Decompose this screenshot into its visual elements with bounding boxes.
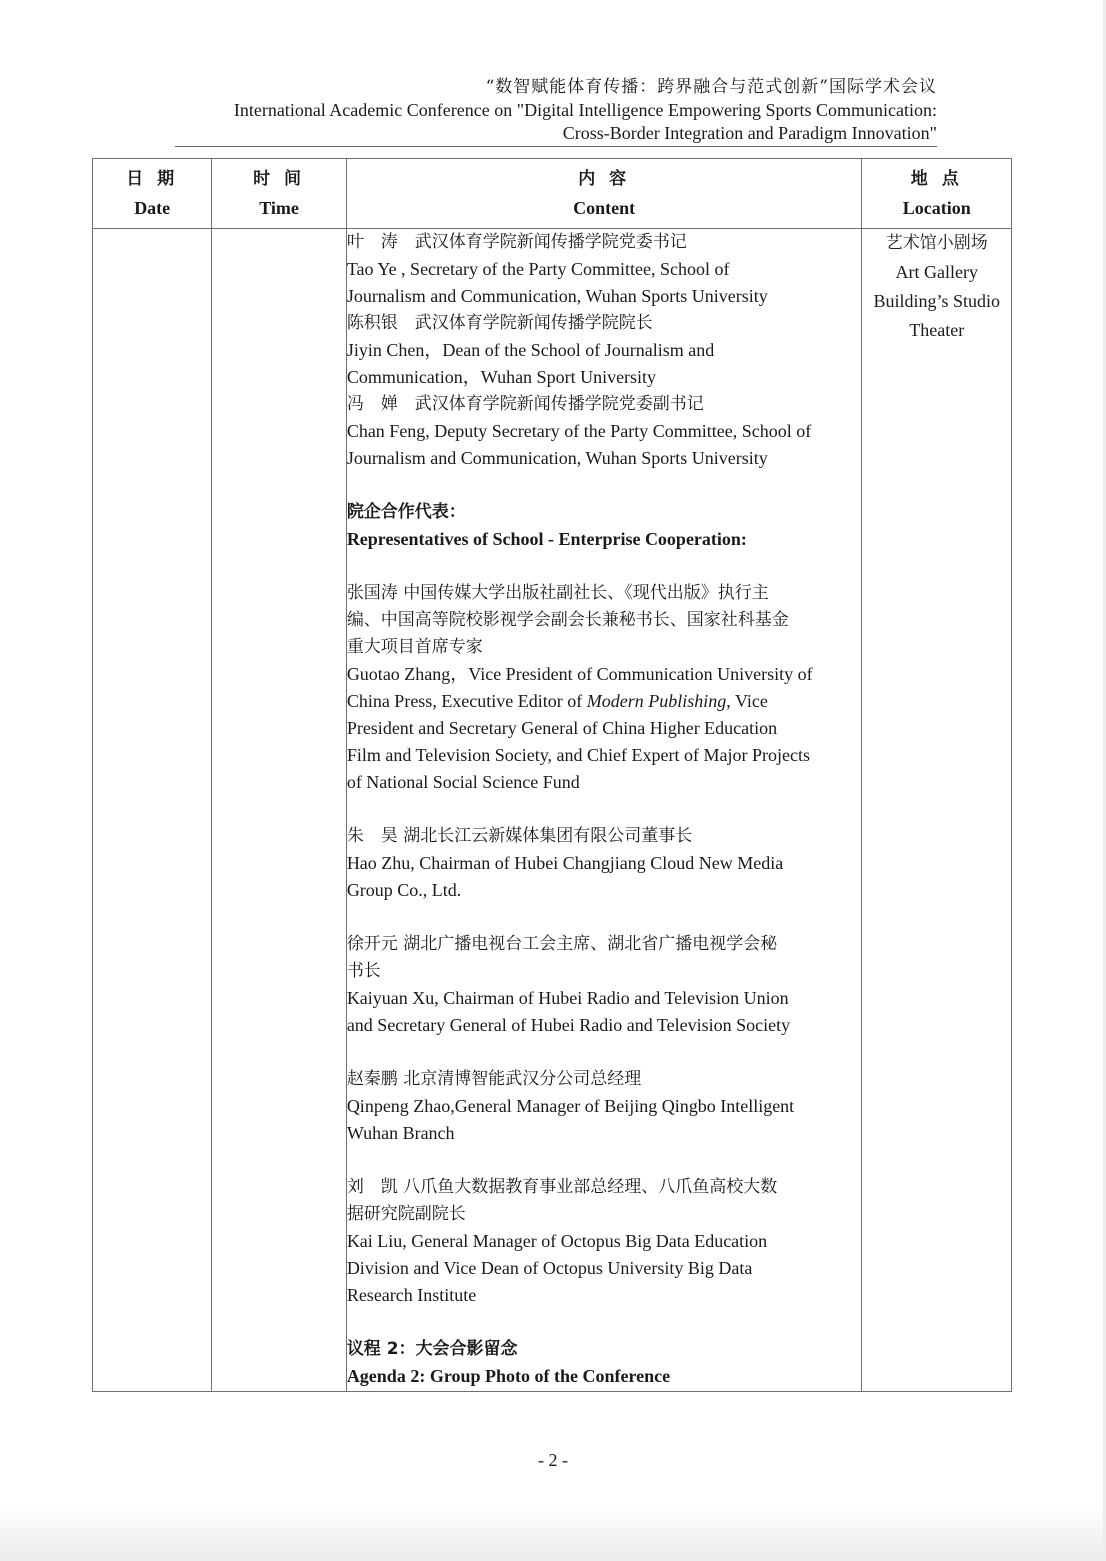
header-title-en-line2: Cross-Border Integration and Paradigm Innovation" — [562, 123, 937, 143]
location-en: Art Gallery — [895, 262, 978, 282]
rep-title-en: Hao Zhu, Chairman of Hubei Changjiang Cloud New Media — [346, 853, 784, 873]
column-header-date — [93, 159, 212, 229]
rep-title-en — [347, 688, 862, 715]
host-title-en: Journalism and Communication, Wuhan Sports University — [346, 448, 768, 468]
host-title-en: Tao Ye , Secretary of the Party Committee, School of — [346, 259, 730, 279]
agenda-table — [92, 158, 1012, 1392]
rep-title-en: Film and Television Society, and Chief Expert of Major Projects — [346, 745, 810, 765]
running-header — [160, 76, 937, 145]
section-heading-en: Representatives of School - Enterprise Cooperation: — [346, 529, 747, 549]
rep-title-en: Qinpeng Zhao,General Manager of Beijing Qingbo Intelligent — [346, 1096, 795, 1116]
representative-entry — [347, 580, 862, 796]
rep-name-zh: 书长 — [346, 961, 381, 981]
rep-title-en: and Secretary General of Hubei Radio and Television Society — [346, 1015, 791, 1035]
column-header-location — [862, 159, 1012, 229]
column-header-date-en: Date — [134, 197, 171, 218]
rep-title-en: President and Secretary General of China Higher Education — [346, 718, 778, 738]
rep-title-en: Division and Vice Dean of Octopus University Big Data — [346, 1258, 753, 1278]
column-header-location-zh: 地 点 — [910, 168, 963, 189]
host-title-en: Communication，Wuhan Sport University — [346, 367, 657, 387]
column-header-date-zh: 日 期 — [126, 168, 179, 189]
rep-name-zh: 重大项目首席专家 — [346, 637, 483, 657]
rep-title-en-text: , Vice — [726, 691, 768, 711]
column-header-time-en: Time — [259, 197, 299, 218]
rep-name-zh: 刘 凯 八爪鱼大数据教育事业部总经理、八爪鱼高校大数 — [346, 1177, 778, 1197]
rep-title-en: Kai Liu, General Manager of Octopus Big Data Education — [346, 1231, 768, 1251]
column-header-content-en: Content — [573, 197, 636, 218]
rep-name-zh: 朱 昊 湖北长江云新媒体集团有限公司董事长 — [346, 826, 693, 846]
location-zh: 艺术馆小剧场 — [885, 233, 988, 253]
host-name-zh: 叶 涛 武汉体育学院新闻传播学院党委书记 — [346, 232, 687, 252]
column-header-location-en: Location — [902, 197, 971, 218]
agenda-item-zh: 议程 2：大会合影留念 — [346, 1339, 518, 1359]
rep-title-en: Kaiyuan Xu, Chairman of Hubei Radio and Television Union — [346, 988, 789, 1008]
location-cell — [862, 229, 1012, 1392]
representative-entry — [347, 1174, 862, 1309]
page-bottom-shade — [0, 1501, 1106, 1561]
column-header-time — [212, 159, 346, 229]
column-header-content-zh: 内 容 — [578, 168, 631, 189]
rep-title-en: Research Institute — [346, 1285, 477, 1305]
location-en: Building’s Studio — [873, 291, 1000, 311]
page-number: - 2 - — [538, 1450, 568, 1470]
host-entry — [347, 391, 862, 472]
rep-title-en: Guotao Zhang，Vice President of Communication University of — [346, 664, 813, 684]
host-title-en: Chan Feng, Deputy Secretary of the Party Committee, School of — [346, 421, 812, 441]
rep-title-en: Group Co., Ltd. — [346, 880, 462, 900]
rep-title-en: of National Social Science Fund — [346, 772, 580, 792]
column-header-time-zh: 时 间 — [253, 168, 306, 189]
host-name-zh: 冯 婵 武汉体育学院新闻传播学院党委副书记 — [346, 394, 704, 414]
host-name-zh: 陈积银 武汉体育学院新闻传播学院院长 — [346, 313, 653, 333]
rep-name-zh: 张国涛 中国传媒大学出版社副社长、《现代出版》执行主 — [346, 583, 769, 603]
content-cell — [346, 229, 862, 1392]
representative-entry — [347, 931, 862, 1039]
host-entry — [347, 229, 862, 310]
host-title-en: Journalism and Communication, Wuhan Sports University — [346, 286, 768, 306]
host-title-en: Jiyin Chen，Dean of the School of Journalism and — [346, 340, 715, 360]
section-heading-zh: 院企合作代表： — [346, 502, 466, 522]
rep-title-en: Wuhan Branch — [346, 1123, 455, 1143]
publication-title: Modern Publishing — [586, 691, 727, 711]
representative-entry — [347, 823, 862, 904]
column-header-content — [346, 159, 862, 229]
rep-name-zh: 徐开元 湖北广播电视台工会主席、湖北省广播电视学会秘 — [346, 934, 778, 954]
location-en: Theater — [909, 320, 965, 340]
rep-name-zh: 据研究院副院长 — [346, 1204, 466, 1224]
date-cell — [93, 229, 212, 1392]
time-cell — [212, 229, 346, 1392]
table-header-row — [93, 159, 1012, 229]
rep-name-zh: 赵秦鹏 北京清博智能武汉分公司总经理 — [346, 1069, 642, 1089]
rep-title-en-text: China Press, Executive Editor of — [346, 691, 587, 711]
header-rule — [175, 146, 937, 147]
agenda-item-en: Agenda 2: Group Photo of the Conference — [346, 1366, 671, 1386]
rep-name-zh: 编、中国高等院校影视学会副会长兼秘书长、国家社科基金 — [346, 610, 789, 630]
header-title-zh: “数智赋能体育传播：跨界融合与范式创新”国际学术会议 — [485, 77, 937, 97]
host-entry — [347, 310, 862, 391]
representative-entry — [347, 1066, 862, 1147]
table-row — [93, 229, 1012, 1392]
header-title-en-line1: International Academic Conference on "Digital Intelligence Empowering Sports Communication: — [233, 100, 937, 120]
